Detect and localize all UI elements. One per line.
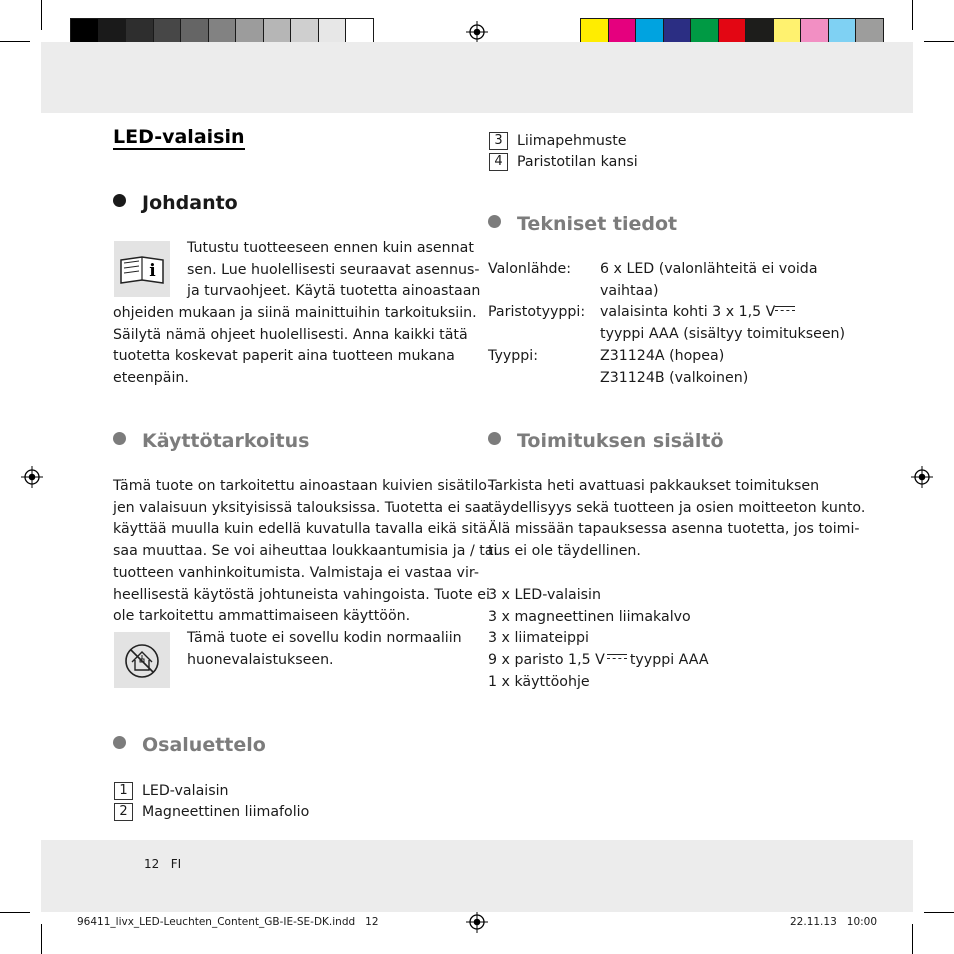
page-title: LED-valaisin (113, 126, 245, 148)
slug-filename: 96411_livx_LED-Leuchten_Content_GB-IE-SE-DK.indd 12 (77, 916, 379, 928)
part-number: 3 (489, 132, 508, 150)
parts-list-continued (489, 130, 638, 173)
delivery-item-part: 9 x paristo 1,5 V (488, 652, 605, 668)
spec-value: 6 x LED (valonlähteitä ei voida vaihtaa) (600, 261, 818, 299)
process-color-swatch (580, 18, 609, 45)
section-heading-intro: Johdanto (113, 192, 238, 214)
spec-value (600, 302, 845, 345)
page-number (144, 857, 181, 871)
spec-row (488, 259, 845, 302)
delivery-item-part: tyyppi AAA (629, 652, 709, 668)
part-number: 4 (489, 153, 508, 171)
delivery-text: Tarkista heti avattuasi pakkaukset toimituksen täydellisyys sekä tuotteen ja osien moitteeton kunto. Älä missään tapauksessa asenna tuotetta, jos toimi- tus ei ole täydellinen. (488, 478, 866, 560)
section-heading-parts: Osaluettelo (113, 734, 266, 756)
registration-mark-icon (466, 21, 488, 43)
gray-swatch (345, 18, 374, 45)
process-color-swatch (773, 18, 802, 45)
svg-text:i: i (149, 261, 156, 281)
bullet-icon (113, 432, 126, 445)
slug-date: 22.11.13 10:00 (790, 916, 878, 928)
gray-swatch (290, 18, 319, 45)
spec-key: Paristotyyppi: (488, 304, 586, 321)
intro-text-wrapped: Tutustu tuotteeseen ennen kuin asennat sen. Lue huolellisesti seuraavat asennus- ja turvaohjeet. Käytä tuotetta ainoastaan (187, 240, 481, 300)
section-heading-usage: Käyttötarkoitus (113, 430, 309, 452)
registration-mark-icon (466, 911, 488, 933)
bullet-icon (488, 432, 501, 445)
part-label: Liimapehmuste (517, 132, 627, 149)
header-band (41, 42, 913, 113)
gray-swatch (70, 18, 99, 45)
bullet-icon (488, 215, 501, 228)
spec-value-part: tyyppi AAA (sisältyy toimitukseen) (600, 326, 846, 343)
spec-value: Z31124A (hopea) Z31124B (valkoinen) (600, 347, 749, 386)
dc-current-icon (775, 306, 795, 314)
list-item (489, 152, 638, 174)
delivery-items: 3 x LED-valaisin 3 x magneettinen liimakalvo 3 x liimateippi (488, 587, 691, 647)
process-color-swatch (800, 18, 829, 45)
dc-current-icon (607, 654, 627, 662)
process-color-swatch (828, 18, 857, 45)
parts-list (114, 780, 309, 823)
spec-row (488, 302, 845, 345)
registration-mark-icon (21, 466, 43, 488)
spec-value-part: valaisinta kohti 3 x 1,5 V (600, 304, 776, 321)
page-number-value: 12 (144, 857, 160, 871)
info-book-icon (114, 241, 170, 297)
process-color-swatch (608, 18, 637, 45)
gray-swatch (235, 18, 264, 45)
registration-mark-icon (911, 466, 933, 488)
part-number: 2 (114, 803, 133, 821)
page-language: FI (170, 857, 182, 871)
gray-swatch (125, 18, 154, 45)
tech-specs (488, 259, 845, 389)
gray-swatch (318, 18, 347, 45)
list-item (489, 130, 638, 152)
gray-swatch (180, 18, 209, 45)
process-color-swatch (690, 18, 719, 45)
part-label: Paristotilan kansi (517, 154, 638, 171)
gray-swatch (208, 18, 237, 45)
spec-key: Tyyppi: (488, 347, 538, 364)
usage-note: Tämä tuote ei sovellu kodin normaaliin huonevalaistukseen. (187, 630, 462, 668)
no-household-lighting-icon (114, 632, 170, 688)
intro-text: ohjeiden mukaan ja siinä mainittuihin tarkoituksiin. Säilytä nämä ohjeet huolellisesti. Anna kaikki tätä tuotetta koskevat paperit aina tuotteen mukana eteenpäin. (113, 305, 477, 387)
list-item (114, 780, 309, 802)
bullet-icon (113, 736, 126, 749)
process-color-swatch (855, 18, 884, 45)
list-item (114, 802, 309, 824)
process-color-swatch (663, 18, 692, 45)
gray-swatch (263, 18, 292, 45)
usage-text: Tämä tuote on tarkoitettu ainoastaan kuivien sisätilo- jen valaisuun yksityisissä talouksissa. Tuotetta ei saa käyttää muulla kuin edellä kuvatulla tavalla eikä sitä saa muuttaa. Se voi aiheuttaa loukkaantumisia ja / tai tuotteen vanhinkoitumista. Valmistaja ei vastaa vir- heellisestä käytöstä johtuneista vahingoista. Tuote ei ole tarkoitettu ammattimaiseen käyttöön. (113, 478, 498, 625)
part-label: LED-valaisin (142, 782, 229, 799)
section-heading-tech: Tekniset tiedot (488, 213, 677, 235)
footer-band (41, 840, 913, 912)
delivery-item-battery (488, 650, 709, 672)
process-color-swatch (718, 18, 747, 45)
part-label: Magneettinen liimafolio (142, 804, 310, 821)
process-color-swatch (745, 18, 774, 45)
spec-row (488, 346, 845, 389)
spec-key: Valonlähde: (488, 261, 572, 277)
part-number: 1 (114, 782, 133, 800)
delivery-item-last: 1 x käyttöohje (488, 674, 590, 690)
section-heading-delivery: Toimituksen sisältö (488, 430, 724, 452)
gray-swatch (153, 18, 182, 45)
gray-swatch (98, 18, 127, 45)
process-color-swatch (635, 18, 664, 45)
bullet-icon (113, 194, 126, 207)
